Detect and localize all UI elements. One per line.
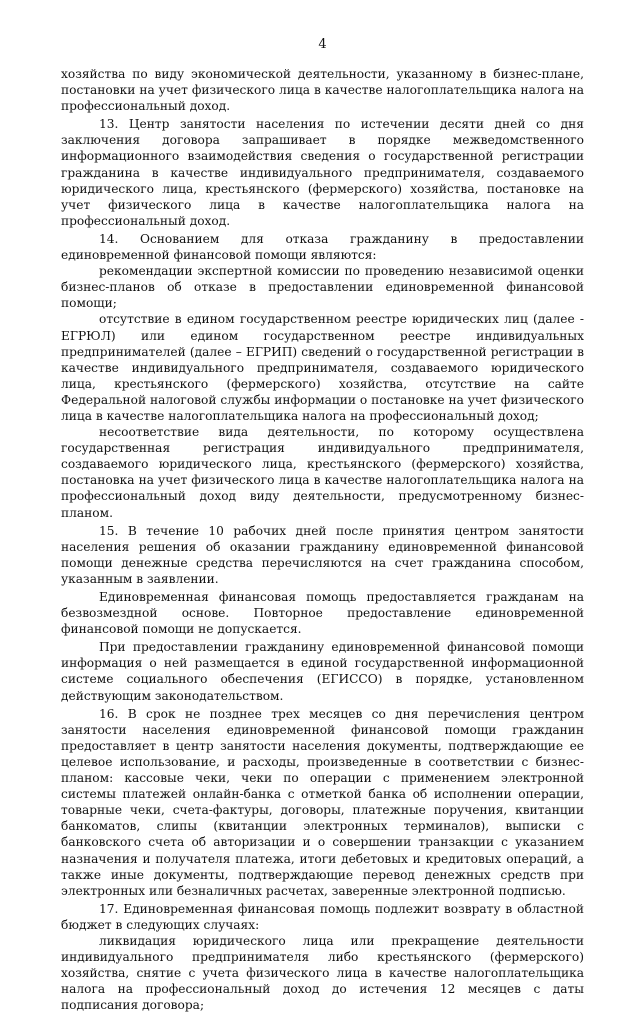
document-body xyxy=(61,66,584,1013)
paragraph-14: 14. Основанием для отказа гражданину в предоставлении единовременной финансовой помощи являются: xyxy=(61,231,584,263)
paragraph-continuation: хозяйства по виду экономической деятельности, указанному в бизнес-плане, постановки на учет физического лица в качестве налогоплательщика налога на профессиональный доход. xyxy=(61,67,584,114)
paragraph-14-item-activity-mismatch: несоответствие вида деятельности, по которому осуществлена государственная регистрация индивидуального предпринимателя, создаваемого юридического лица, крестьянского (фермерского) хозяйства, постановка на учет физического лица в качестве налогоплательщика налога на профессиональный доход виду деятельности, предусмотренному бизнес-планом. xyxy=(61,425,584,520)
paragraph-15-free-of-charge: Единовременная финансовая помощь предоставляется гражданам на безвозмездной основе. Повторное предоставление единовременной финансовой помощи не допускается. xyxy=(61,590,584,637)
document-page xyxy=(61,0,584,1013)
paragraph-14-item-no-registry-record: отсутствие в едином государственном реестре юридических лиц (далее - ЕГРЮЛ) или едином государственном реестре индивидуальных предпринимателей (далее – ЕГРИП) сведений о государственной регистрации в качестве индивидуального предпринимателя, создаваемого юридического лица, крестьянского (фермерского) хозяйства, отсутствие на сайте Федеральной налоговой службы информации о постановке на учет физического лица в качестве налогоплательщика налога на профессиональный доход; xyxy=(61,312,584,423)
paragraph-15: 15. В течение 10 рабочих дней после принятия центром занятости населения решения об оказании гражданину единовременной финансовой помощи денежные средства перечисляются на счет гражданина способом, указанным в заявлении. xyxy=(61,523,584,586)
paragraph-16: 16. В срок не позднее трех месяцев со дня перечисления центром занятости населения единовременной финансовой помощи гражданин предоставляет в центр занятости населения документы, подтверждающие ее целевое использование, и расходы, произведенные в соответствии с бизнес-планом: кассовые чеки, чеки по операции с применением электронной системы платежей онлайн-банка с отметкой банка об исполнении операции, товарные чеки, счета-фактуры, договоры, платежные поручения, квитанции банкоматов, слипы (квитанции электронных терминалов), выписки с банковского счета об авторизации и о совершении транзакции с указанием назначения и получателя платежа, итоги дебетовых и кредитовых операций, а также иные документы, подтверждающие перевод денежных средств при электронных или безналичных расчетах, заверенные электронной подписью. xyxy=(61,706,584,898)
page-number: 4 xyxy=(318,37,327,52)
paragraph-17-item-liquidation: ликвидация юридического лица или прекращение деятельности индивидуального предпринимателя либо крестьянского (фермерского) хозяйства, снятие с учета физического лица в качестве налогоплательщика налога на профессиональный доход до истечения 12 месяцев с даты подписания договора; xyxy=(61,933,584,1013)
paragraph-14-item-expert-commission: рекомендации экспертной комиссии по проведению независимой оценки бизнес-планов об отказе в предоставлении единовременной финансовой помощи; xyxy=(61,264,584,311)
paragraph-15-egisso: При предоставлении гражданину единовременной финансовой помощи информация о ней размещается в единой государственной информационной системе социального обеспечения (ЕГИССО) в порядке, установленном действующим законодательством. xyxy=(61,640,584,703)
paragraph-13: 13. Центр занятости населения по истечении десяти дней со дня заключения договора запрашивает в порядке межведомственного информационного взаимодействия сведения о государственной регистрации гражданина в качестве индивидуального предпринимателя, создаваемого юридического лица, крестьянского (фермерского) хозяйства, постановке на учет физического лица в качестве налогоплательщика налога на профессиональный доход. xyxy=(61,117,584,228)
paragraph-17: 17. Единовременная финансовая помощь подлежит возврату в областной бюджет в следующих случаях: xyxy=(61,901,584,932)
